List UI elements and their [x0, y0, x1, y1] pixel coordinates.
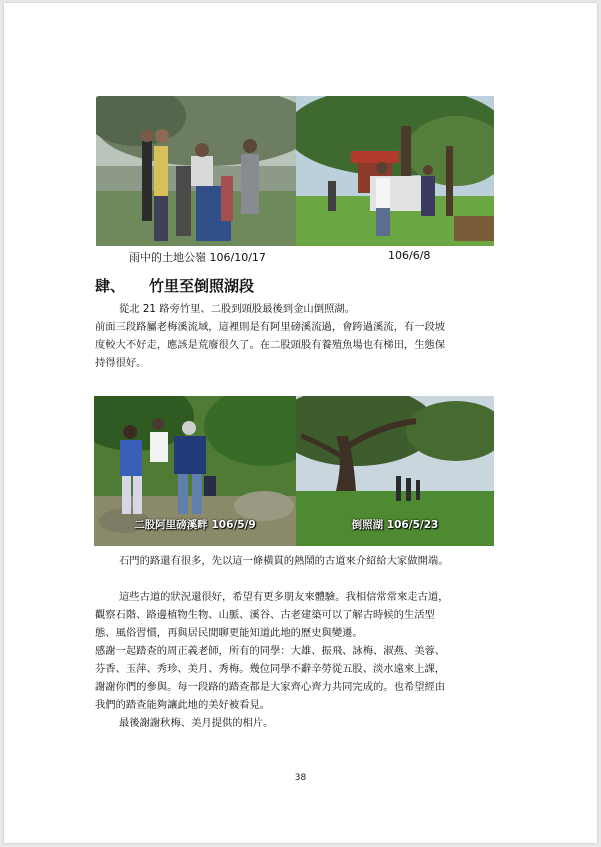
photo-overlay-caption-bottom-right: 倒照湖 106/5/23: [351, 519, 439, 531]
text-line: 觀察石階、路邊植物生物、山脈、溪谷、古老建築可以了解古時候的生活型: [95, 609, 435, 621]
section-number: 肆、: [95, 277, 126, 295]
page-number: 38: [294, 773, 307, 783]
paragraph-route-description: [95, 300, 507, 372]
text-line: 我們的踏查能夠讓此地的美好被看見。: [95, 699, 271, 711]
paragraph-intro-trail: [95, 552, 507, 570]
text-line: 這些古道的狀況還很好，希望有更多朋友來體驗。我相信常常來走古道，: [119, 591, 449, 603]
text-line: 最後謝謝秋梅、美月提供的相片。: [119, 717, 274, 729]
text-line: 從北 21 路旁竹里、二股到頭股最後到金山倒照湖。: [119, 303, 355, 315]
text-line: 謝謝你們的參與。每一段路的踏查都是大家齊心齊力共同完成的。也希望經由: [95, 681, 446, 693]
text-line: 度較大不好走，應該是荒廢很久了。在二股頭股有養殖魚場也有梯田，生態保: [95, 339, 446, 351]
photo-hikers-alibang-stream: [94, 396, 296, 546]
text-line: 持得很好。: [95, 357, 147, 369]
photo-rainy-tudigong-ridge: [96, 96, 296, 246]
section-title: 竹里至倒照湖段: [149, 277, 255, 295]
paragraph-acknowledgements: [95, 588, 507, 732]
text-line: 前面三段路屬老梅溪流域，這裡則是有阿里磅溪流過，會跨過溪流，有一段坡: [95, 321, 446, 333]
text-line: 態、風俗習慣，再與居民閒聊更能知道此地的歷史與變遷。: [95, 627, 363, 639]
text-line: 芬香、玉萍、秀珍、美月、秀梅。幾位同學不辭辛勞從五股、淡水遠來上課，: [95, 663, 446, 675]
section-heading: [95, 275, 254, 296]
photo-shrine-under-tree: [296, 96, 494, 246]
text-line: 感謝一起踏查的周正義老師，所有的同學：大雄、振飛、詠梅、淑燕、美蓉、: [95, 645, 446, 657]
photo-overlay-caption-bottom-left: 二股阿里磅溪畔 106/5/9: [134, 519, 256, 531]
photo-daozhao-lake-tree: [296, 396, 494, 546]
photo-caption-top-left: 雨中的土地公嶺 106/10/17: [129, 251, 266, 264]
document-page: [4, 3, 597, 843]
photo-caption-top-right: 106/6/8: [388, 249, 431, 262]
text-line: 石門的路還有很多，先以這一條橫貫的熱鬧的古道來介紹給大家做開端。: [119, 555, 449, 567]
